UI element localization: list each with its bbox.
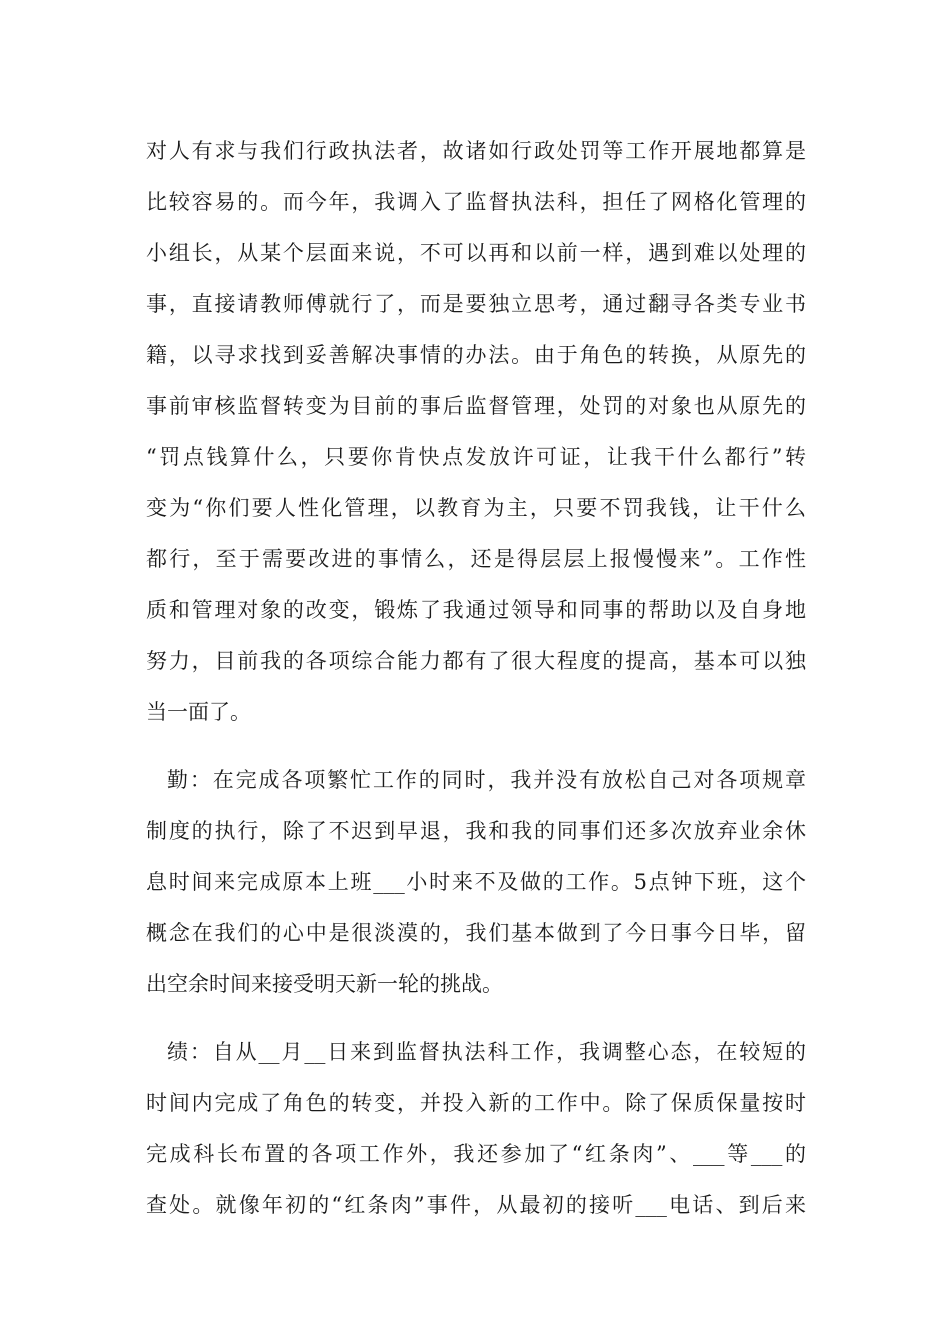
text-line: 都行，至于需要改进的事情么，还是得层层上报慢慢来”。工作性 (146, 547, 806, 571)
document-body (146, 126, 806, 1231)
text-line: 事，直接请教师傅就行了，而是要独立思考，通过翻寻各类专业书 (146, 292, 806, 316)
text-line: 出空余时间来接受明天新一轮的挑战。 (146, 972, 503, 996)
text-line: 概念在我们的心中是很淡漠的，我们基本做到了今日事今日毕，留 (146, 921, 806, 945)
paragraph-intro (146, 126, 806, 738)
text-line: 变为“你们要人性化管理，以教育为主，只要不罚我钱，让干什么 (146, 496, 806, 520)
text-line: 当一面了。 (146, 700, 251, 724)
text-line: 勤：在完成各项繁忙工作的同时，我并没有放松自己对各项规章 (167, 768, 806, 792)
text-line: 小组长，从某个层面来说，不可以再和以前一样，遇到难以处理的 (146, 241, 806, 265)
paragraph-performance (146, 1027, 806, 1231)
paragraph-spacer (146, 1010, 806, 1027)
text-line: 查处。就像年初的“红条肉”事件，从最初的接听___电话、到后来 (146, 1193, 806, 1217)
text-line: 质和管理对象的改变，锻炼了我通过领导和同事的帮助以及自身地 (146, 598, 806, 622)
text-line: 制度的执行，除了不迟到早退，我和我的同事们还多次放弃业余休 (146, 819, 806, 843)
text-line: 籍，以寻求找到妥善解决事情的办法。由于角色的转换，从原先的 (146, 343, 806, 367)
text-line: 努力，目前我的各项综合能力都有了很大程度的提高，基本可以独 (146, 649, 806, 673)
paragraph-spacer (146, 738, 806, 755)
text-line: 息时间来完成原本上班___小时来不及做的工作。5点钟下班，这个 (146, 870, 806, 894)
text-line: 绩：自从__月__日来到监督执法科工作，我调整心态，在较短的 (167, 1040, 806, 1064)
text-line: 事前审核监督转变为目前的事后监督管理，处罚的对象也从原先的 (146, 394, 806, 418)
text-line: 比较容易的。而今年，我调入了监督执法科，担任了网格化管理的 (146, 190, 806, 214)
paragraph-diligence (146, 755, 806, 1010)
text-line: 时间内完成了角色的转变，并投入新的工作中。除了保质保量按时 (146, 1091, 806, 1115)
text-line: 完成科长布置的各项工作外，我还参加了“红条肉”、___等___的 (146, 1142, 806, 1166)
text-line: 对人有求与我们行政执法者，故诸如行政处罚等工作开展地都算是 (146, 139, 806, 163)
text-line: “罚点钱算什么，只要你肯快点发放许可证，让我干什么都行”转 (146, 445, 806, 469)
